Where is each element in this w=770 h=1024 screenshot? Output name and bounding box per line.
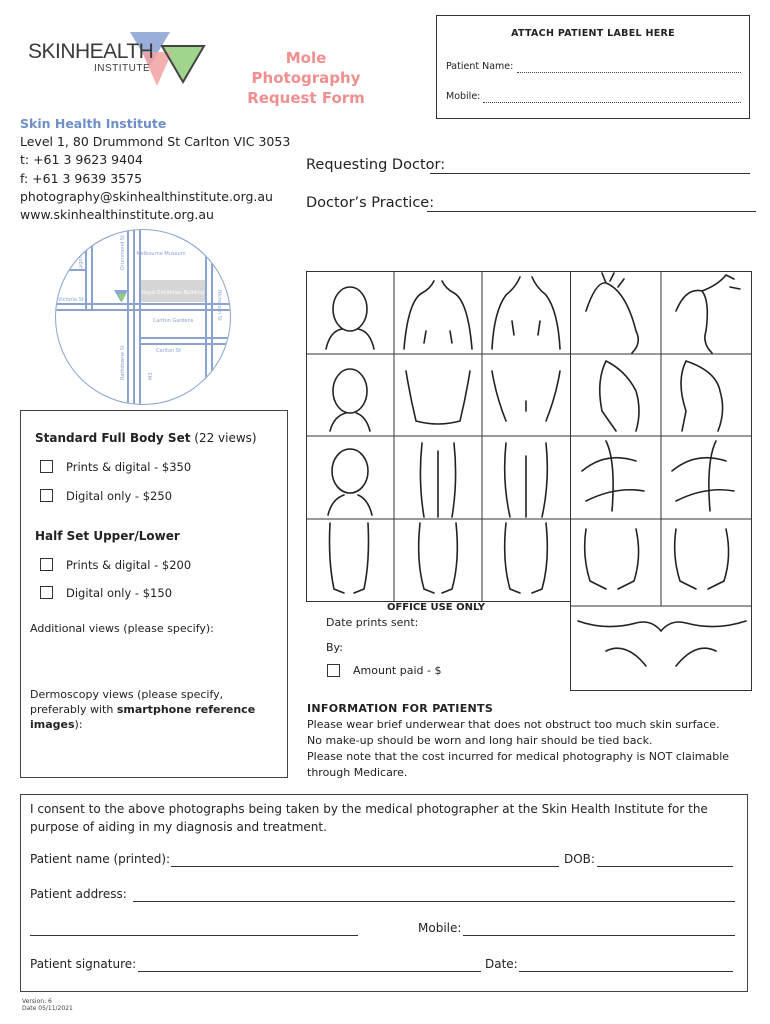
info-line-4: through Medicare. (307, 766, 408, 779)
lower-legs-back-view (419, 523, 458, 593)
address: Level 1, 80 Drummond St Carlton VIC 3053 (20, 134, 291, 150)
dob-label: DOB: (564, 852, 595, 866)
additional-views-label: Additional views (please specify): (30, 622, 214, 635)
feet-view (505, 523, 548, 593)
patient-signature-field[interactable] (138, 971, 481, 972)
head-top-view (328, 449, 372, 515)
face-front-view (326, 287, 374, 349)
phone: t: +61 3 9623 9404 (20, 152, 143, 168)
arms-raised-left-view (676, 275, 740, 353)
patient-information (307, 701, 747, 781)
fax: f: +61 3 9639 3575 (20, 170, 143, 186)
office-use-header: OFFICE USE ONLY (386, 602, 486, 613)
map-label-lygon: Lygon St (78, 248, 84, 270)
patient-name-printed-field[interactable] (171, 866, 559, 867)
side-torso-right-view (600, 361, 639, 431)
date-label: Date: (485, 957, 518, 971)
amount-paid-label: Amount paid - $ (353, 664, 442, 677)
version-number: Version: 6 (22, 998, 52, 1005)
info-line-2: No make-up should be worn and long hair should be tied back. (307, 734, 653, 747)
calves-right-view (585, 529, 639, 589)
consent-box (20, 794, 748, 992)
groin-view (578, 621, 746, 666)
version-info (22, 998, 73, 1012)
patient-mobile-label: Mobile: (446, 91, 481, 102)
form-title: Mole Photography Request Form (247, 49, 365, 107)
full-prints-label: Prints & digital - $350 (66, 460, 192, 474)
dermoscopy-note: Dermoscopy views (please specify, preferably with smartphone reference images): (30, 688, 256, 731)
head-side-view (330, 369, 370, 431)
date-prints-sent-label: Date prints sent: (326, 616, 419, 629)
doctors-practice-label: Doctor’s Practice: (306, 195, 435, 211)
half-prints-label: Prints & digital - $200 (66, 558, 192, 572)
upper-back-view (406, 371, 470, 424)
pricing-box (20, 410, 288, 778)
patient-name-printed-label: Patient name (printed): (30, 852, 171, 866)
info-line-3: Please note that the cost incurred for medical photography is NOT claimable (307, 750, 730, 763)
full-prints-checkbox[interactable] (40, 460, 53, 473)
location-marker-icon (114, 290, 128, 302)
abdomen-front-view (492, 277, 560, 349)
patient-address-field-2[interactable] (30, 935, 358, 936)
map-label-gardens: Carlton Gardens (152, 318, 194, 324)
map-label-freeway: M3 (148, 372, 154, 380)
arms-raised-right-view (586, 273, 638, 353)
date-field[interactable] (519, 971, 733, 972)
requesting-doctor-label: Requesting Doctor: (306, 157, 446, 173)
info-line-1: Please wear brief underwear that does not obstruct too much skin surface. (307, 718, 720, 731)
patient-label-header: ATTACH PATIENT LABEL HERE (511, 28, 675, 39)
patient-signature-label: Patient signature: (30, 957, 137, 971)
map-label-museum: Melbourne Museum (136, 251, 186, 257)
half-digital-checkbox[interactable] (40, 586, 53, 599)
amount-paid-checkbox[interactable] (327, 664, 340, 677)
mobile-label: Mobile: (418, 921, 462, 935)
patient-name-label: Patient Name: (446, 61, 514, 72)
map-drawing (56, 230, 231, 405)
contact-block (20, 115, 290, 224)
half-prints-checkbox[interactable] (40, 558, 53, 571)
chest-front-view (404, 281, 472, 349)
patient-name-line[interactable] (517, 72, 741, 73)
map-label-nicholson: Nicholson St (216, 290, 222, 322)
patient-address-label: Patient address: (30, 887, 127, 901)
logo-subtitle: INSTITUTE (94, 63, 151, 74)
legs-front-view (420, 443, 455, 517)
patient-address-field[interactable] (133, 901, 735, 902)
legs-back-view (505, 443, 548, 517)
email[interactable]: photography@skinhealthinstitute.org.au (20, 188, 273, 204)
patient-label-box (436, 15, 750, 119)
side-torso-left-view (681, 361, 723, 431)
full-set-title: Standard Full Body Set (22 views) (35, 431, 257, 445)
half-digital-label: Digital only - $150 (66, 586, 173, 600)
legs-side-right-view (582, 441, 644, 511)
requesting-doctor-field[interactable] (430, 173, 750, 174)
location-map (55, 229, 231, 405)
org-name: Skin Health Institute (20, 116, 167, 131)
lower-back-view (492, 371, 560, 421)
doctors-practice-field[interactable] (427, 211, 756, 212)
full-digital-label: Digital only - $250 (66, 489, 173, 503)
full-digital-checkbox[interactable] (40, 489, 53, 502)
map-label-rathdowne: Rathdowne St (120, 345, 126, 380)
by-label: By: (326, 641, 343, 654)
map-label-carlton: Carlton St (156, 348, 181, 354)
lower-legs-front-view (330, 523, 369, 593)
map-label-drummond: Drummond St (120, 235, 126, 270)
dob-field[interactable] (597, 866, 733, 867)
half-set-title: Half Set Upper/Lower (35, 529, 180, 543)
mobile-field[interactable] (463, 935, 735, 936)
map-label-exhibition: Royal Exhibition Building (142, 290, 204, 296)
website[interactable]: www.skinhealthinstitute.org.au (20, 207, 214, 223)
legs-side-left-view (672, 441, 734, 511)
calves-left-view (675, 529, 729, 589)
info-header: INFORMATION FOR PATIENTS (307, 702, 494, 715)
version-date: Date 05/11/2021 (22, 1005, 73, 1012)
consent-text: I consent to the above photographs being taken by the medical photographer at the Skin Health Institute for the purpose of aiding in my diagnosis and treatment. (30, 802, 708, 834)
logo-name: SKINHEALTH (28, 40, 154, 63)
map-label-victoria: Victoria St (58, 297, 84, 303)
patient-mobile-line[interactable] (483, 102, 741, 103)
